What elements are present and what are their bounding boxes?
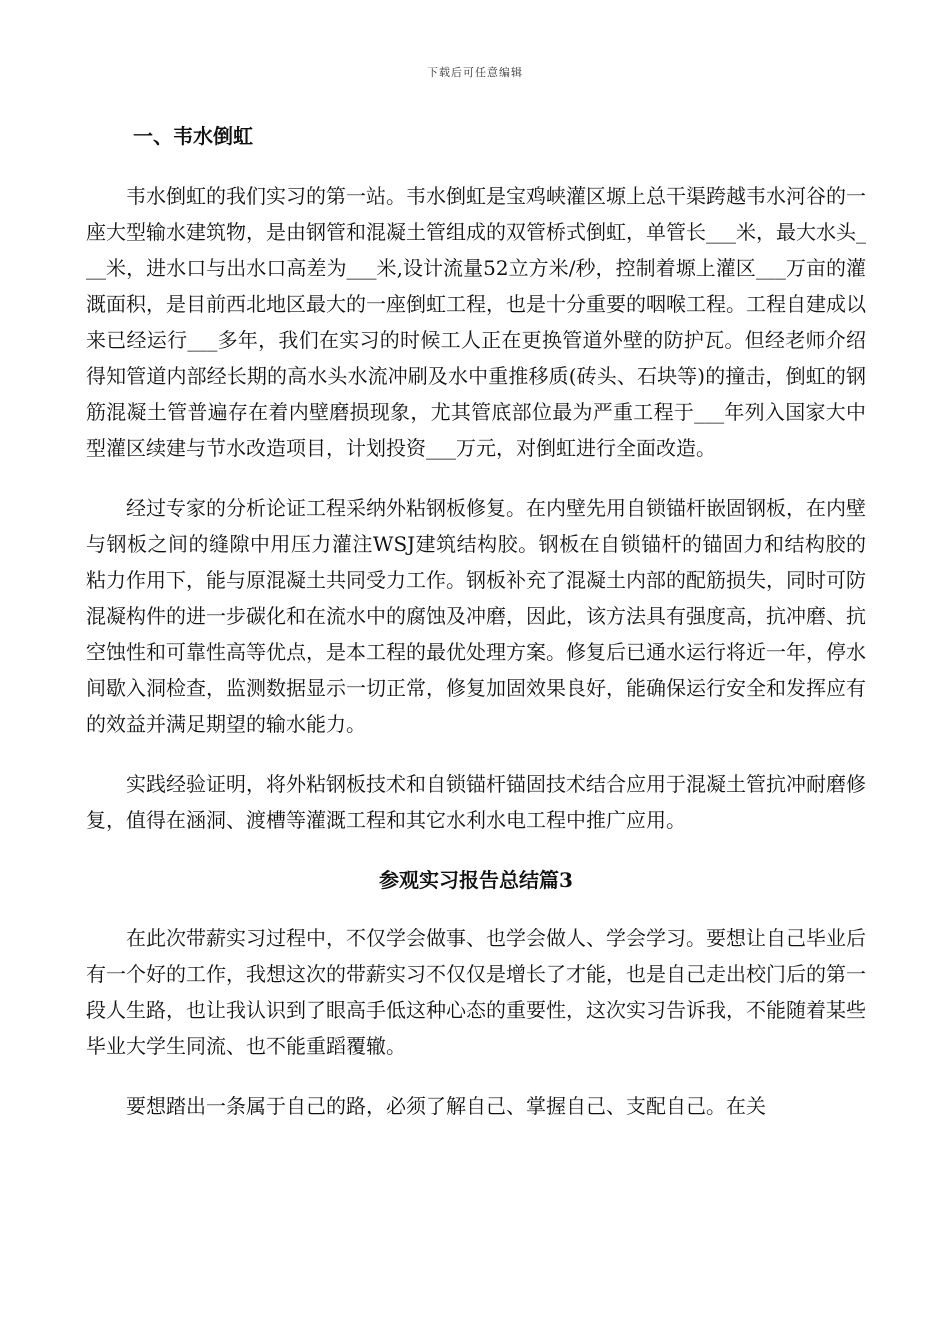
- paragraph: 韦水倒虹的我们实习的第一站。韦水倒虹是宝鸡峡灌区塬上总干渠跨越韦水河谷的一座大型输水建筑物，是由钢管和混凝土管组成的双管桥式倒虹，单管长___米，最大水头___米，进水口与出水口高差为___米,设计流量52立方米/秒，控制着塬上灌区___万亩的灌溉面积，是目前西北地区最大的一座倒虹工程，也是十分重要的咽喉工程。工程自建成以来已经运行___多年，我们在实习的时候工人正在更换管道外壁的防护瓦。但经老师介绍得知管道内部经长期的高水头水流冲刷及水中重推移质(砖头、石块等)的撞击，倒虹的钢筋混凝土管普遍存在着内壁磨损现象，尤其管底部位最为严重工程于___年列入国家大中型灌区续建与节水改造项目，计划投资___万元，对倒虹进行全面改造。: [86, 184, 866, 460]
- chapter-title: 参观实习报告总结篇3: [379, 868, 573, 892]
- paragraph: 要想踏出一条属于自己的路，必须了解自己、掌握自己、支配自己。在关: [126, 1094, 766, 1118]
- page-header-note: 下载后可任意编辑: [427, 66, 523, 79]
- paragraph: 在此次带薪实习过程中，不仅学会做事、也学会做人、学会学习。要想让自己毕业后有一个好的工作，我想这次的带薪实习不仅仅是增长了才能，也是自己走出校门后的第一段人生路，也让我认识到了眼高手低这种心态的重要性，这次实习告诉我，不能随着某些毕业大学生同流、也不能重蹈覆辙。: [86, 926, 866, 1058]
- section-heading: 一、韦水倒虹: [133, 124, 253, 148]
- document-body: [86, 118, 866, 1148]
- paragraph: 经过专家的分析论证工程采纳外粘钢板修复。在内壁先用自锁锚杆嵌固钢板，在内壁与钢板之间的缝隙中用压力灌注WSJ建筑结构胶。钢板在自锁锚杆的锚固力和结构胶的粘力作用下，能与原混凝土共同受力工作。钢板补充了混凝土内部的配筋损失，同时可防混凝构件的进一步碳化和在流水中的腐蚀及冲磨，因此，该方法具有强度高，抗冲磨、抗空蚀性和可靠性高等优点，是本工程的最优处理方案。修复后已通水运行将近一年，停水间歇入洞检查，监测数据显示一切正常，修复加固效果良好，能确保运行安全和发挥应有的效益并满足期望的输水能力。: [86, 496, 866, 736]
- paragraph: 实践经验证明，将外粘钢板技术和自锁锚杆锚固技术结合应用于混凝土管抗冲耐磨修复，值得在涵洞、渡槽等灌溉工程和其它水利水电工程中推广应用。: [86, 772, 866, 832]
